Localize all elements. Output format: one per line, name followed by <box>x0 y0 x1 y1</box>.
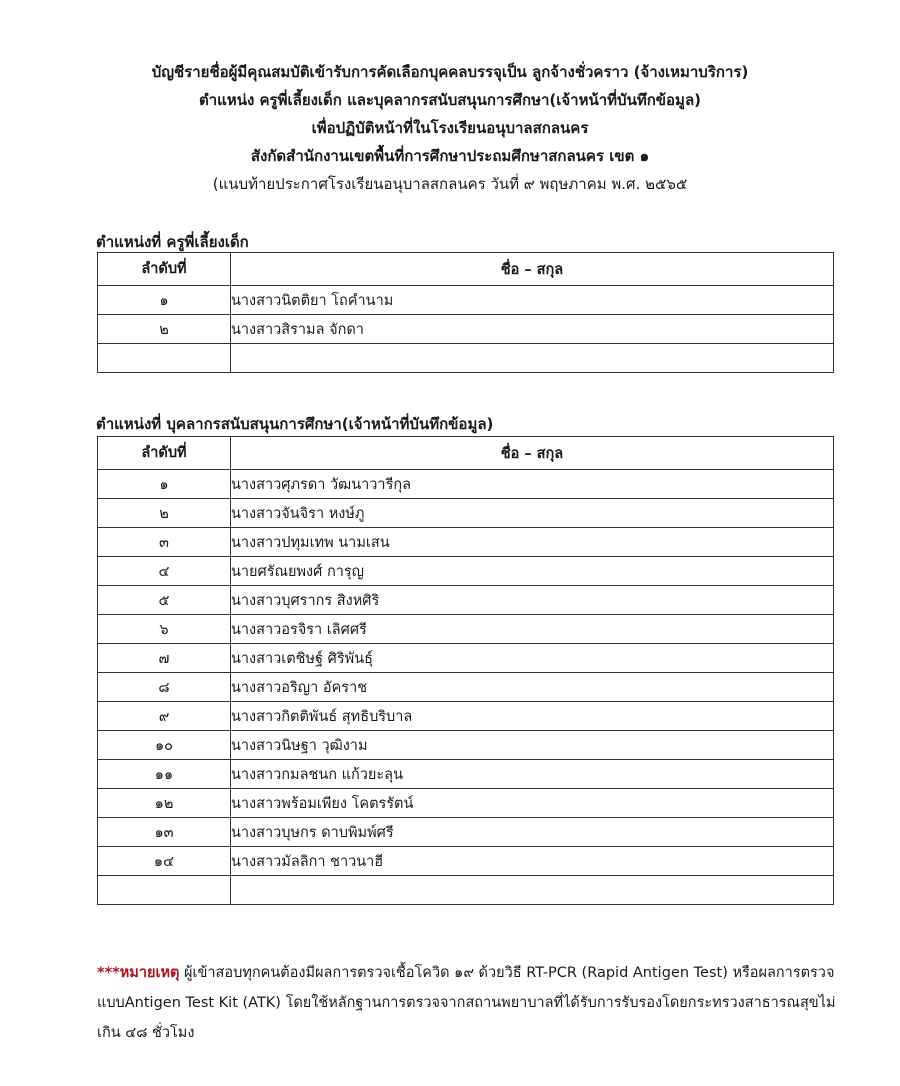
row-index: ๑๔ <box>98 847 231 876</box>
table-row <box>98 731 834 760</box>
row-index: ๙ <box>98 702 231 731</box>
section2-header-row <box>98 437 834 470</box>
row-name: นางสาวอริญา อัคราช <box>231 673 834 702</box>
row-index: ๑๒ <box>98 789 231 818</box>
table-row <box>98 315 834 344</box>
table-row <box>98 557 834 586</box>
table-row <box>98 876 834 905</box>
row-index: ๑๑ <box>98 760 231 789</box>
row-name: นางสาวกิตติพันธ์ สุทธิบริบาล <box>231 702 834 731</box>
row-name: นางสาวนิษฐา วุฒิงาม <box>231 731 834 760</box>
table-row <box>98 702 834 731</box>
row-index: ๑๐ <box>98 731 231 760</box>
table-row <box>98 673 834 702</box>
document-header <box>0 58 900 198</box>
row-index: ๑ <box>98 470 231 499</box>
row-name <box>231 344 834 373</box>
section2-heading: ตำแหน่งที่ บุคลากรสนับสนุนการศึกษา(เจ้าหน้าที่บันทึกข้อมูล) <box>96 415 494 433</box>
row-name: นางสาวจันจิรา หงษ์ภู <box>231 499 834 528</box>
row-index: ๕ <box>98 586 231 615</box>
table-row <box>98 818 834 847</box>
row-index: ๒ <box>98 315 231 344</box>
table-row <box>98 344 834 373</box>
row-name: นางสาวสิรามล จักดา <box>231 315 834 344</box>
section1-heading: ตำแหน่งที่ ครูพี่เลี้ยงเด็ก <box>96 233 249 251</box>
table-row <box>98 615 834 644</box>
row-index: ๘ <box>98 673 231 702</box>
section1-table <box>97 252 834 373</box>
row-name: นางสาวอรจิรา เลิศศรี <box>231 615 834 644</box>
table-row <box>98 847 834 876</box>
header-position: ตำแหน่ง ครูพี่เลี้ยงเด็ก และบุคลากรสนับสนุนการศึกษา(เจ้าหน้าที่บันทึกข้อมูล) <box>199 91 701 109</box>
row-index: ๒ <box>98 499 231 528</box>
row-index: ๖ <box>98 615 231 644</box>
column-header-name: ชื่อ – สกุล <box>231 253 834 286</box>
row-name: นางสาวบุษกร ดาบพิมพ์ศรี <box>231 818 834 847</box>
row-name: นางสาวปทุมเทพ นามเสน <box>231 528 834 557</box>
table-row <box>98 499 834 528</box>
remark-text: ผู้เข้าสอบทุกคนต้องมีผลการตรวจเชื้อโควิด ๑๙ ด้วยวิธี RT-PCR (Rapid Antigen Test) หรือผลการตรวจแบบAntigen Test Kit (ATK) โดยใช้หลักฐานการตรวจจากสถานพยาบาลที่ได้รับการรับรองโดยกระทรวงสาธารณสุขไม่เกิน ๔๘ ชั่วโมง <box>97 965 836 1041</box>
row-name: นางสาวกมลชนก แก้วยะลุน <box>231 760 834 789</box>
header-purpose: เพื่อปฏิบัติหน้าที่ในโรงเรียนอนุบาลสกลนคร <box>311 119 589 137</box>
row-name: นางสาวพร้อมเพียง โคตรรัตน์ <box>231 789 834 818</box>
table-row <box>98 789 834 818</box>
table-row <box>98 644 834 673</box>
row-name: นางสาวศุภรดา วัฒนาวารีกุล <box>231 470 834 499</box>
table-row <box>98 286 834 315</box>
row-index <box>98 876 231 905</box>
column-header-index: ลำดับที่ <box>98 253 231 286</box>
column-header-index: ลำดับที่ <box>98 437 231 470</box>
row-name <box>231 876 834 905</box>
table-row <box>98 760 834 789</box>
section1-header-row <box>98 253 834 286</box>
section2-table <box>97 436 834 905</box>
row-name: นางสาวเตชิษฐ์ ศิริพันธุ์ <box>231 644 834 673</box>
row-index: ๑ <box>98 286 231 315</box>
row-name: นางสาวบุศรากร สิงหศิริ <box>231 586 834 615</box>
table-row <box>98 528 834 557</box>
row-name: นางสาวนิตติยา โถคำนาม <box>231 286 834 315</box>
row-index <box>98 344 231 373</box>
row-index: ๗ <box>98 644 231 673</box>
header-title: บัญชีรายชื่อผู้มีคุณสมบัติเข้ารับการคัดเลือกบุคคลบรรจุเป็น ลูกจ้างชั่วคราว (จ้างเหมาบริการ) <box>151 63 749 81</box>
row-index: ๔ <box>98 557 231 586</box>
column-header-name: ชื่อ – สกุล <box>231 437 834 470</box>
row-name: นายศรัณยพงศ์ การุญ <box>231 557 834 586</box>
row-index: ๑๓ <box>98 818 231 847</box>
row-name: นางสาวมัลลิกา ชาวนาฮี <box>231 847 834 876</box>
table-row <box>98 470 834 499</box>
header-affiliation: สังกัดสำนักงานเขตพื้นที่การศึกษาประถมศึกษาสกลนคร เขต ๑ <box>250 147 650 165</box>
remark-note <box>97 958 857 1048</box>
row-index: ๓ <box>98 528 231 557</box>
remark-label: ***หมายเหตุ <box>97 965 180 981</box>
table-row <box>98 586 834 615</box>
header-attachment-note: (แนบท้ายประกาศโรงเรียนอนุบาลสกลนคร วันที่ ๙ พฤษภาคม พ.ศ. ๒๕๖๕ <box>212 175 688 193</box>
